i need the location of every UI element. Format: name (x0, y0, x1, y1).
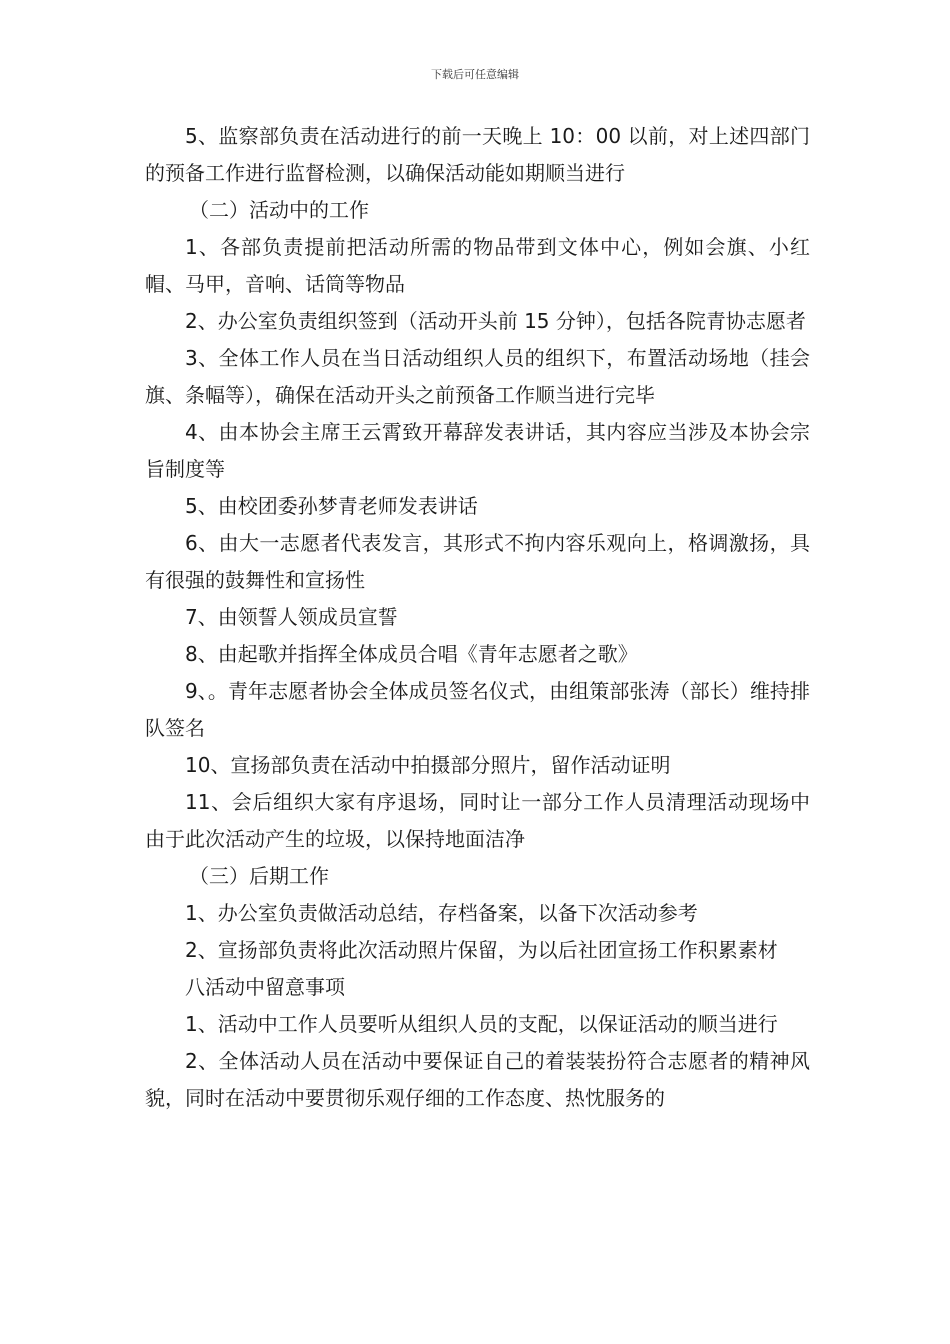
section-subheading: （三）后期工作 (189, 864, 329, 888)
paragraph-item: 9、。青年志愿者协会全体成员签名仪式，由组策部张涛（部长）维持排队签名 (145, 679, 810, 740)
paragraph-item: 1、活动中工作人员要听从组织人员的支配，以保证活动的顺当进行 (185, 1012, 778, 1036)
paragraph-item: 10、宣扬部负责在活动中拍摄部分照片，留作活动证明 (185, 753, 671, 777)
section-subheading: （二）活动中的工作 (189, 198, 369, 222)
page-header: 下载后可任意编辑 (431, 68, 519, 81)
paragraph-item: 4、由本协会主席王云霄致开幕辞发表讲话，其内容应当涉及本协会宗旨制度等 (145, 420, 810, 481)
paragraph-item: 7、由领誓人领成员宣誓 (185, 605, 398, 629)
paragraph-item: 5、监察部负责在活动进行的前一天晚上 10：00 以前，对上述四部门的预备工作进行监督检测，以确保活动能如期顺当进行 (145, 124, 810, 185)
paragraph-item: 6、由大一志愿者代表发言，其形式不拘内容乐观向上，格调激扬，具有很强的鼓舞性和宣扬性 (145, 531, 810, 592)
paragraph-item: 1、各部负责提前把活动所需的物品带到文体中心，例如会旗、小红帽、马甲，音响、话筒等物品 (145, 235, 810, 296)
paragraph-item: 3、全体工作人员在当日活动组织人员的组织下，布置活动场地（挂会旗、条幅等），确保在活动开头之前预备工作顺当进行完毕 (145, 346, 810, 407)
paragraph-item: 11、会后组织大家有序退场，同时让一部分工作人员清理活动现场中由于此次活动产生的垃圾，以保持地面洁净 (145, 790, 810, 851)
section-heading: 八活动中留意事项 (185, 975, 345, 999)
paragraph-item: 2、办公室负责组织签到（活动开头前 15 分钟），包括各院青协志愿者 (185, 309, 806, 333)
paragraph-item: 2、宣扬部负责将此次活动照片保留，为以后社团宣扬工作积累素材 (185, 938, 778, 962)
paragraph-item: 2、全体活动人员在活动中要保证自己的着装装扮符合志愿者的精神风貌，同时在活动中要贯彻乐观仔细的工作态度、热忱服务的 (145, 1049, 810, 1110)
paragraph-item: 5、由校团委孙梦青老师发表讲话 (185, 494, 478, 518)
document-body (145, 118, 810, 1117)
paragraph-item: 8、由起歌并指挥全体成员合唱《青年志愿者之歌》 (185, 642, 638, 666)
paragraph-item: 1、办公室负责做活动总结，存档备案，以备下次活动参考 (185, 901, 698, 925)
